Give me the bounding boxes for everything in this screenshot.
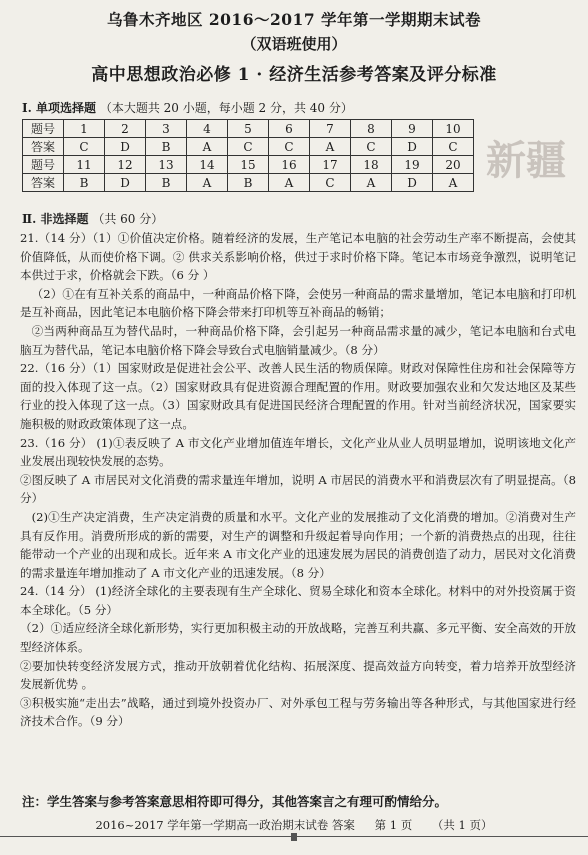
answer-paragraph: 23.（16 分） (1)①表反映了 A 市文化产业增加值连年增长，文化产业从业人员明显增加，说明该地文化产业发展出现较快发展的态势。 (20, 435, 576, 469)
answer-cell: B (146, 174, 187, 192)
question-number: 5 (228, 120, 269, 138)
answer-paragraph: 22.（16 分）（1）国家财政是促进社会公平、改善人民生活的物质保障。财政对保障性住房和社会保障等方面的投入体现了这一点。（2）国家财政具有促进资源合理配置的作用。财政要加强农业和欠发达地区及某些行业的投入体现了这一点。（3）国家财政具有促进国民经济合理配置的作用。针对当前经济状况，国家要实施积极的财政政策体现了这一点。 (20, 361, 576, 431)
page-title: 乌鲁木齐地区 2016～2017 学年第一学期期末试卷 (106, 10, 482, 29)
footer-title: 2016~2017 学年第一学期高一政治期末试卷 答案 (95, 818, 355, 832)
row-label: 答案 (23, 174, 64, 192)
question-number: 8 (351, 120, 392, 138)
question-number: 9 (392, 120, 433, 138)
answer-cell: A (187, 174, 228, 192)
footer-page-total: （共 1 页） (431, 818, 493, 832)
answer-cell: D (105, 138, 146, 156)
answer-paragraph: ③积极实施“走出去”战略，通过到境外投资办厂、对外承包工程与劳务输出等各种形式，与其他国家进行经济技术合作。（9 分） (20, 695, 576, 729)
answer-paragraph: （2）①适应经济全球化新形势，实行更加积极主动的开放战略，完善互利共赢、多元平衡、安全高效的开放型经济体系。 (20, 621, 576, 655)
answer-cell: B (64, 174, 105, 192)
section-2-heading (22, 210, 163, 227)
question-number: 17 (310, 156, 351, 174)
question-number: 2 (105, 120, 146, 138)
table-row (23, 174, 474, 192)
grading-note: 注：学生答案与参考答案意思相符即可得分，其他答案言之有理可酌情给分。 (22, 794, 448, 809)
question-number: 15 (228, 156, 269, 174)
section-1-note: （本大题共 20 小题，每小题 2 分，共 40 分） (99, 101, 353, 115)
answer-cell: A (269, 174, 310, 192)
answer-cell: C (269, 138, 310, 156)
answer-cell: A (187, 138, 228, 156)
section-1-heading (22, 99, 353, 116)
row-label: 题号 (23, 156, 64, 174)
section-2-note: （共 60 分） (92, 212, 164, 226)
question-number: 7 (310, 120, 351, 138)
answer-table (22, 119, 474, 192)
question-number: 14 (187, 156, 228, 174)
answer-cell: C (433, 138, 474, 156)
answer-paragraph: ②当两种商品互为替代品时，一种商品价格下降，会引起另一种商品需求量的减少，笔记本电脑和台式电脑互为替代品，笔记本电脑价格下降会导致台式电脑销量减少。（8 分） (20, 323, 576, 357)
question-number: 19 (392, 156, 433, 174)
answer-cell: D (105, 174, 146, 192)
question-number: 1 (64, 120, 105, 138)
faint-stamp-mark: 新疆 (486, 137, 566, 184)
question-number: 10 (433, 120, 474, 138)
question-number: 4 (187, 120, 228, 138)
answer-paragraph: 21.（14 分）（1）①价值决定价格。随着经济的发展，生产笔记本电脑的社会劳动生产率不断提高，会使其价值降低，从而使价格下调。② 供求关系影响价格，供过于求时价格下降。笔记本市场竞争激烈，说明笔记本供过于求，价格就会下跌。（6 分 ） (20, 231, 576, 283)
answer-cell: A (433, 174, 474, 192)
section-1-title: Ⅰ. 单项选择题 (22, 101, 96, 115)
question-number: 3 (146, 120, 187, 138)
table-row (23, 156, 474, 174)
answer-cell: C (351, 138, 392, 156)
question-number: 11 (64, 156, 105, 174)
question-number: 18 (351, 156, 392, 174)
table-row (23, 120, 474, 138)
question-number: 13 (146, 156, 187, 174)
answer-cell: D (392, 138, 433, 156)
answer-paragraph: (2)①生产决定消费，生产决定消费的质量和水平。文化产业的发展推动了文化消费的增加。②消费对生产具有反作用。消费所形成的新的需要，对生产的调整和升级起着导向作用；一个新的消费热点的出现，往往能带动一个产业的出现和成长。近年来 A 市文化产业的迅速发展为居民的消费创造了动力，居民对文化消费的需求量连年增加推动了 A 市文化产业的迅速发展。（8 分） (20, 509, 576, 580)
section-2-title: Ⅱ. 非选择题 (22, 212, 89, 226)
answer-paragraph: ②要加快转变经济发展方式，推动开放朝着优化结构、拓展深度、提高效益方向转变，着力培养开放型经济发展新优势 。 (20, 658, 576, 692)
answer-cell: C (310, 174, 351, 192)
row-label: 题号 (23, 120, 64, 138)
answer-cell: D (392, 174, 433, 192)
answer-paragraph: 24.（14 分） (1)经济全球化的主要表现有生产全球化、贸易全球化和资本全球化。材料中的对外投资属于资本全球化。（5 分） (20, 584, 576, 617)
answer-paragraph: ②图反映了 A 市居民对文化消费的需求量连年增加，说明 A 市居民的消费水平和消费层次有了明显提高。（8 分） (20, 472, 576, 506)
answer-cell: A (310, 138, 351, 156)
row-label: 答案 (23, 138, 64, 156)
binding-mark (291, 833, 297, 841)
table-row (23, 138, 474, 156)
answer-cell: C (228, 138, 269, 156)
question-number: 6 (269, 120, 310, 138)
answer-body (20, 229, 576, 731)
footer-page-number: 第 1 页 (374, 818, 413, 832)
answer-cell: B (146, 138, 187, 156)
question-number: 20 (433, 156, 474, 174)
answer-cell: A (351, 174, 392, 192)
document-heading: 高中思想政治必修 1 · 经济生活参考答案及评分标准 (91, 65, 497, 85)
answer-paragraph: （2）①在有互补关系的商品中，一种商品价格下降，会使另一种商品的需求量增加，笔记本电脑和打印机是互补商品，因此笔记本电脑价格下降会带来打印机等互补商品的畅销； (20, 286, 576, 320)
answer-cell: B (228, 174, 269, 192)
question-number: 12 (105, 156, 146, 174)
answer-cell: C (64, 138, 105, 156)
question-number: 16 (269, 156, 310, 174)
page-footer (0, 817, 588, 833)
page-subtitle: （双语班使用） (241, 35, 347, 53)
